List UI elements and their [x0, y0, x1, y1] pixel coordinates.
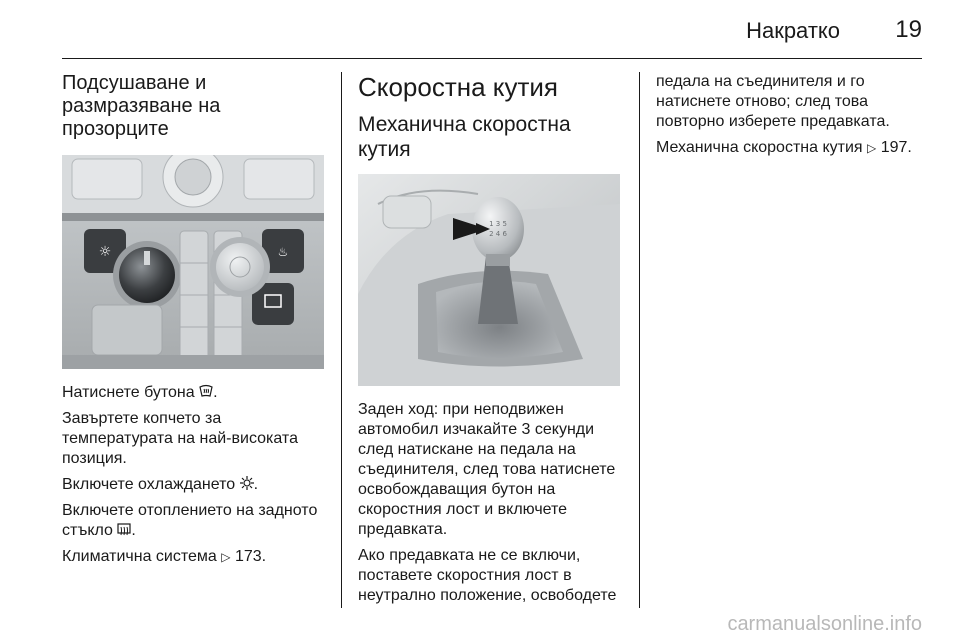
windshield-defrost-icon — [199, 384, 213, 398]
watermark: carmanualsonline.info — [727, 613, 922, 635]
instruction-paragraph: Ако предавката не се включи, поставете скоростния лост в неутрално положение, освободете — [358, 547, 617, 604]
svg-text:2 4 6: 2 4 6 — [489, 230, 507, 238]
column-gearbox — [358, 72, 624, 612]
page-number: 19 — [895, 16, 922, 43]
instruction-paragraph: Заден ход: при неподвижен автомобил изчакайте 3 секунди след натискане на педала на съединителя, след това натиснете освобождаващия бутон на скоростния лост и включете предавката. — [358, 401, 616, 538]
header-rule — [62, 58, 922, 59]
rear-window-heating-icon — [117, 522, 131, 536]
page-header — [0, 0, 960, 62]
svg-text:1 3 5: 1 3 5 — [489, 220, 507, 228]
subsection-heading: Механична скоростна кутия — [358, 113, 571, 161]
gear-lever-illustration — [358, 174, 620, 386]
svg-text:☼: ☼ — [98, 244, 112, 260]
instruction-paragraph: педала на съединителя и го натиснете отново; след това повторно изберете предавката. — [656, 73, 890, 130]
column-defrost — [62, 72, 324, 573]
instruction-paragraph: Включете охлаждането . — [62, 476, 259, 493]
column-divider — [341, 72, 342, 608]
column-divider — [639, 72, 640, 608]
triangle-reference-icon: ▷ — [867, 141, 877, 155]
instruction-paragraph: Включете отоплението на задното стъкло . — [62, 502, 318, 539]
triangle-reference-icon: ▷ — [221, 550, 231, 564]
climate-control-photo — [62, 155, 324, 369]
snowflake-icon — [240, 476, 254, 490]
instruction-paragraph: Завъртете копчето за температурата на най-високата позиция. — [62, 410, 298, 467]
instruction-paragraph: Натиснете бутона . — [62, 384, 218, 401]
column-continuation — [656, 72, 922, 164]
section-heading: Скоростна кутия — [358, 72, 558, 102]
svg-text:♨: ♨ — [277, 245, 289, 259]
gear-lever-photo — [358, 174, 620, 386]
cross-reference: Механична скоростна кутия ▷ 197. — [656, 139, 912, 156]
climate-panel-illustration — [62, 155, 324, 369]
cross-reference: Климатична система ▷ 173. — [62, 548, 267, 565]
page-title: Накратко — [746, 18, 840, 43]
section-heading: Подсушаване и размразяване на прозорците — [62, 72, 221, 140]
